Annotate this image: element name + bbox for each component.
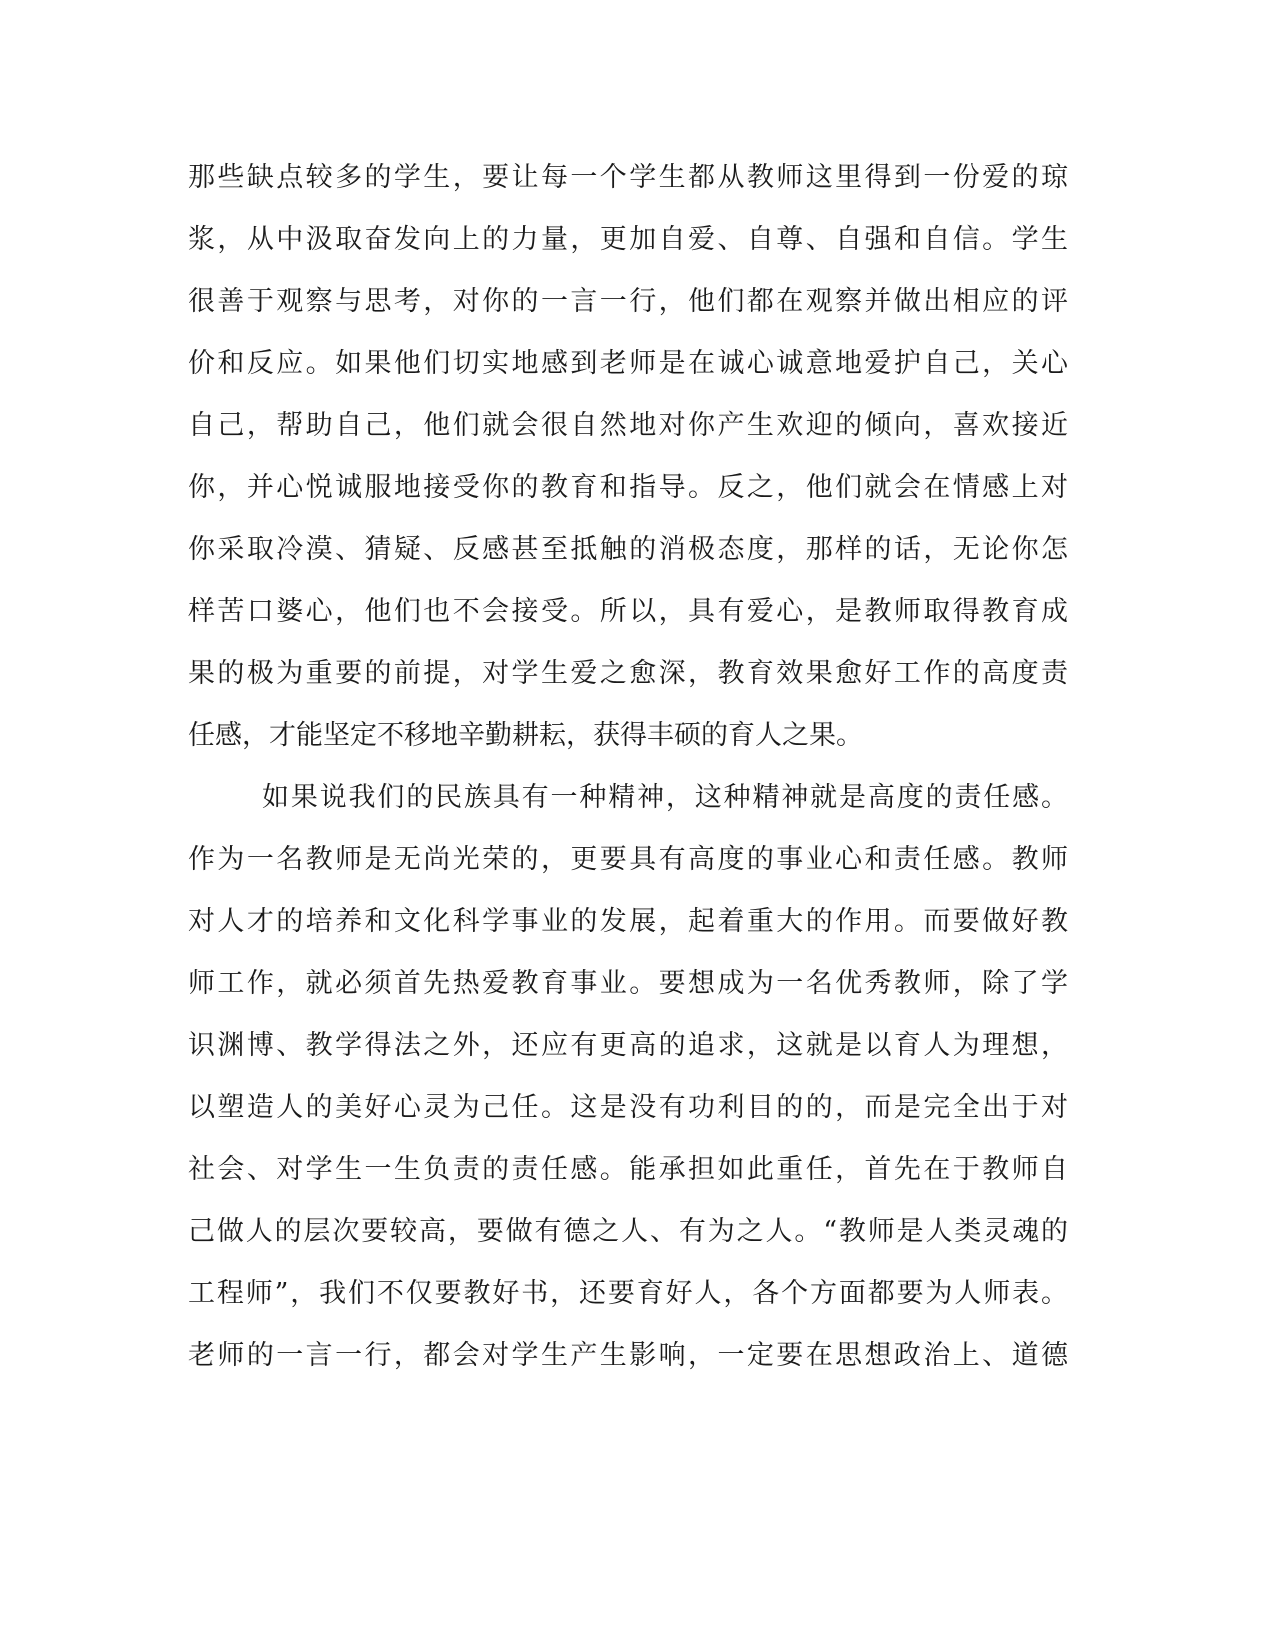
paragraph-1-line-1: 那些缺点较多的学生，要让每一个学生都从教师这里得到一份爱的琼 <box>188 162 1068 193</box>
paragraph-2-line-10: 老师的一言一行，都会对学生产生影响，一定要在思想政治上、道德 <box>188 1340 1068 1371</box>
paragraph-2-line-2: 作为一名教师是无尚光荣的，更要具有高度的事业心和责任感。教师 <box>188 844 1068 875</box>
paragraph-1-line-4: 价和反应。如果他们切实地感到老师是在诚心诚意地爱护自己，关心 <box>188 348 1068 379</box>
paragraph-2-line-1: 如果说我们的民族具有一种精神，这种精神就是高度的责任感。 <box>262 782 1068 813</box>
paragraph-2-line-5: 识渊博、教学得法之外，还应有更高的追求，这就是以育人为理想， <box>188 1030 1068 1061</box>
paragraph-2-line-7: 社会、对学生一生负责的责任感。能承担如此重任，首先在于教师自 <box>188 1154 1068 1185</box>
paragraph-1-line-2: 浆，从中汲取奋发向上的力量，更加自爱、自尊、自强和自信。学生 <box>188 224 1068 255</box>
paragraph-1-line-3: 很善于观察与思考，对你的一言一行，他们都在观察并做出相应的评 <box>188 286 1068 317</box>
paragraph-2-line-4: 师工作，就必须首先热爱教育事业。要想成为一名优秀教师，除了学 <box>188 968 1068 999</box>
body-text <box>188 153 1068 1393</box>
paragraph-2-line-6: 以塑造人的美好心灵为己任。这是没有功利目的的，而是完全出于对 <box>188 1092 1068 1123</box>
paragraph-1-line-10: 任感，才能坚定不移地辛勤耕耘，获得丰硕的育人之果。 <box>188 720 863 751</box>
paragraph-1-line-8: 样苦口婆心，他们也不会接受。所以，具有爱心，是教师取得教育成 <box>188 596 1068 627</box>
paragraph-2-line-3: 对人才的培养和文化科学事业的发展，起着重大的作用。而要做好教 <box>188 906 1068 937</box>
paragraph-1-line-9: 果的极为重要的前提，对学生爱之愈深，教育效果愈好工作的高度责 <box>188 658 1068 689</box>
paragraph-1-line-7: 你采取冷漠、猜疑、反感甚至抵触的消极态度，那样的话，无论你怎 <box>188 534 1068 565</box>
paragraph-1-line-5: 自己，帮助自己，他们就会很自然地对你产生欢迎的倾向，喜欢接近 <box>188 410 1068 441</box>
paragraph-2-line-9: 工程师”，我们不仅要教好书，还要育好人，各个方面都要为人师表。 <box>188 1278 1068 1309</box>
paragraph-1-line-6: 你，并心悦诚服地接受你的教育和指导。反之，他们就会在情感上对 <box>188 472 1068 503</box>
paragraph-2-line-8: 己做人的层次要较高，要做有德之人、有为之人。“教师是人类灵魂的 <box>188 1216 1068 1247</box>
